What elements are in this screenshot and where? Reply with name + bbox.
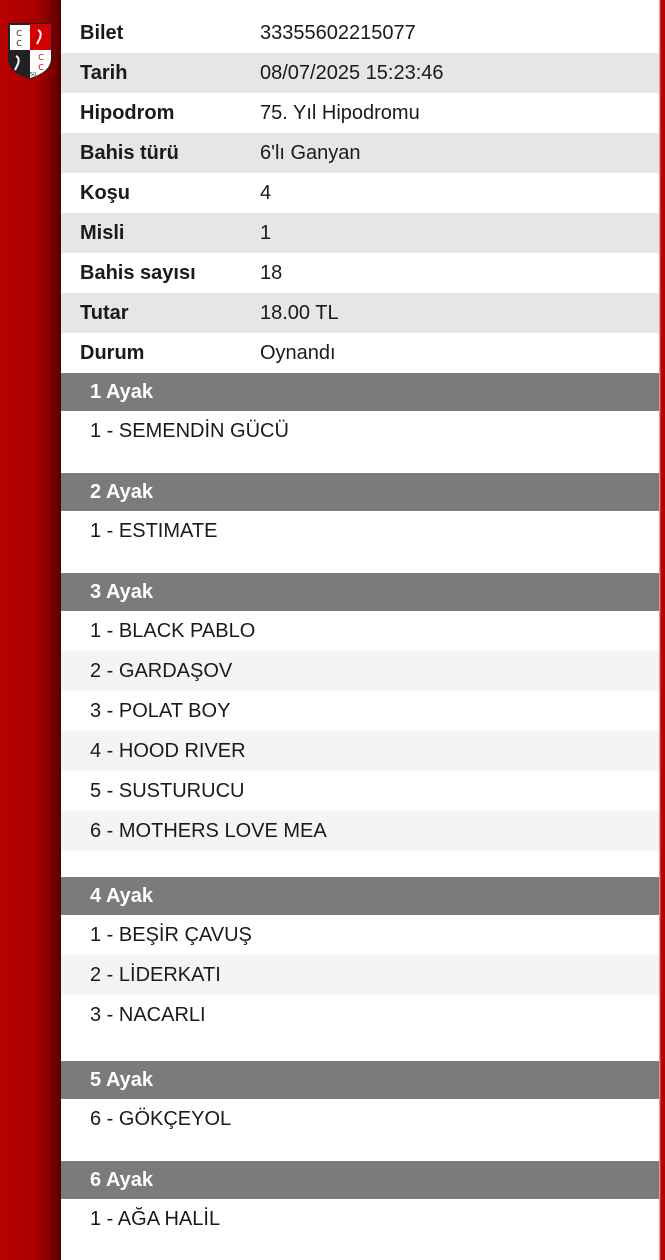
svg-text:C: C [16,29,22,38]
ticket-row-value: 18 [260,261,283,284]
ticket-row-label: Hipodrom [80,101,175,124]
horse-item: 6 - MOTHERS LOVE MEA [61,811,659,851]
leg-header: 1 Ayak [61,373,659,411]
ticket-row-value: 6'lı Ganyan [260,141,361,164]
ticket-row-label: Bahis sayısı [80,261,196,284]
leg-header: 3 Ayak [61,573,659,611]
svg-text:C: C [38,53,44,62]
right-edge [659,0,665,1260]
leg-header: 5 Ayak [61,1061,659,1099]
ticket-row-value: 1 [260,221,272,244]
leg-header: 4 Ayak [61,877,659,915]
ticket-row-label: Durum [80,341,145,364]
ticket-row-label: Bilet [80,22,124,44]
svg-text:C: C [38,63,44,72]
ticket-row-value: 33355602215077 [260,22,416,44]
horse-item: 3 - POLAT BOY [90,699,231,722]
ticket-detail [61,0,659,1260]
logo-year: 1950 [23,72,37,78]
horse-item: 1 - ESTIMATE [90,519,218,542]
leg-header: 6 Ayak [61,1161,659,1199]
horse-item: 6 - GÖKÇEYOL [90,1107,232,1130]
horse-item: 2 - GARDAŞOV [61,651,659,691]
horse-item: 1 - BEŞİR ÇAVUŞ [90,923,252,946]
ticket-row-label: Tutar [80,301,129,324]
ticket-row [61,213,659,253]
ticket-row [61,53,659,93]
ticket-row [61,133,659,173]
ticket-row [61,173,659,213]
ticket-info [61,0,659,373]
ticket-row-label: Bahis türü [80,141,179,164]
horse-item: 5 - SUSTURUCU [90,779,245,802]
leg-spacer [61,851,659,877]
ticket-row-value: Oynandı [260,341,336,364]
ticket-row [61,293,659,333]
ticket-row-label: Koşu [80,181,130,204]
ticket-row [61,253,659,293]
leg-spacer [61,1139,659,1161]
horse-item: 1 - BLACK PABLO [90,619,256,642]
ticket-row-label: Tarih [80,61,128,84]
ticket-row [61,0,659,53]
ticket-row-value: 18.00 TL [260,301,339,324]
ticket-row [61,333,659,373]
horse-item: 1 - SEMENDİN GÜCÜ [90,419,289,442]
horse-item: 1 - AĞA HALİL [90,1207,221,1230]
ticket-row-value: 75. Yıl Hipodromu [260,101,420,124]
horse-item: 3 - NACARLI [90,1003,206,1026]
legs-list [61,373,659,1239]
leg-header: 2 Ayak [61,473,659,511]
leg-spacer [61,1035,659,1061]
ticket-row-label: Misli [80,221,125,244]
svg-text:C: C [16,39,22,48]
sidebar [0,0,61,1260]
horse-item: 4 - HOOD RIVER [61,731,659,771]
ticket-row [61,93,659,133]
leg-spacer [61,451,659,473]
horse-item: 2 - LİDERKATI [61,955,659,995]
ticket-row-value: 4 [260,181,272,204]
club-shield-icon [6,20,54,80]
ticket-row-value: 08/07/2025 15:23:46 [260,61,444,84]
leg-spacer [61,551,659,573]
